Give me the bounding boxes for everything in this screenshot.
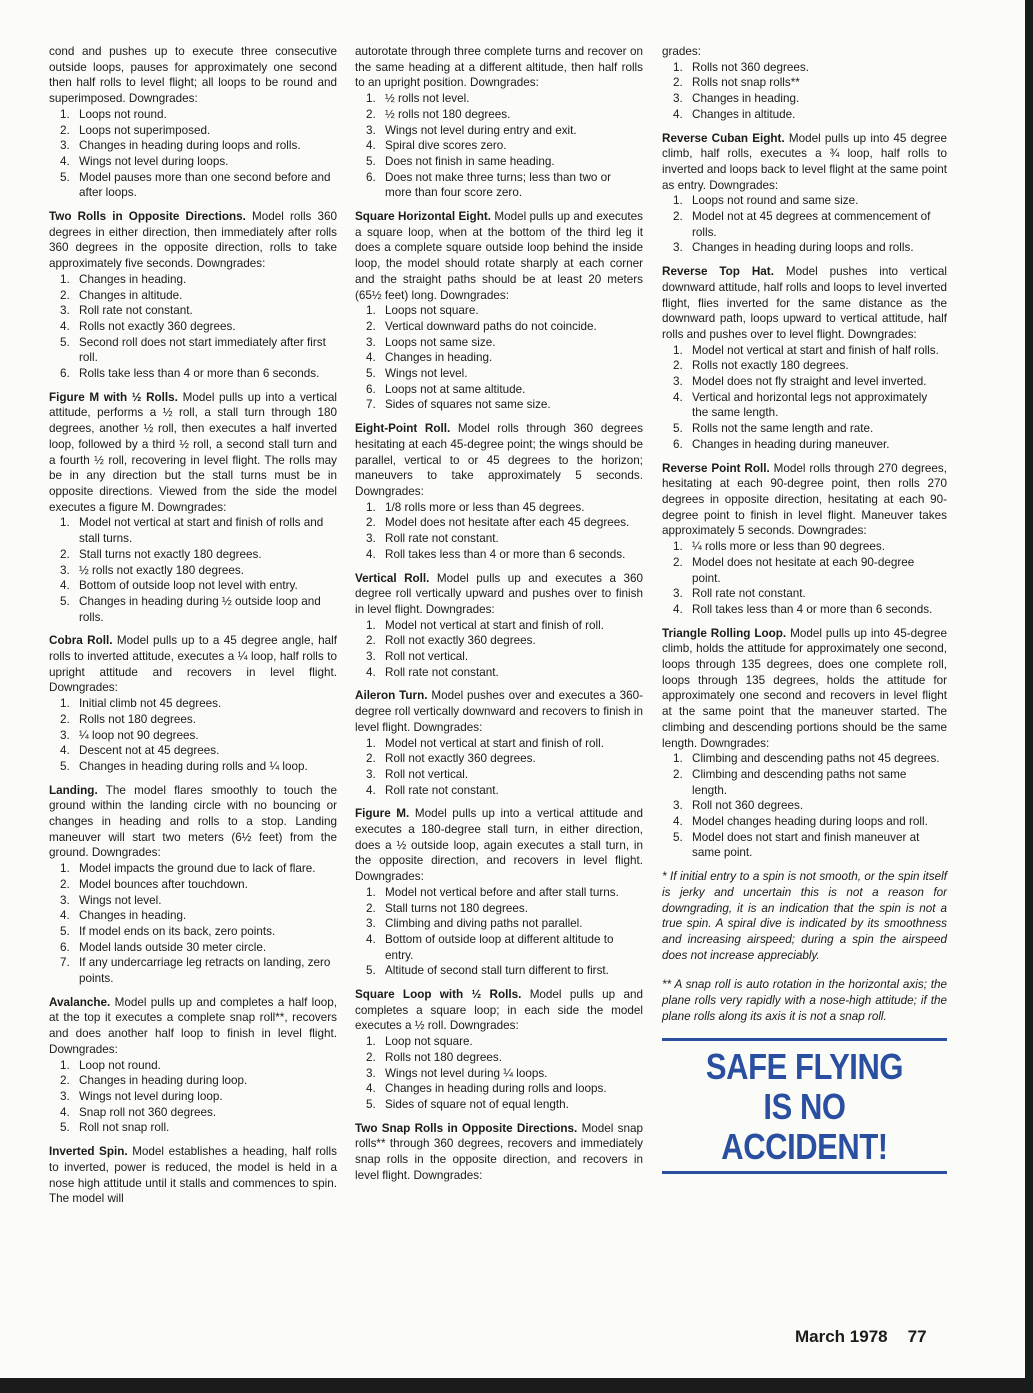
downgrade-text: Wings not level. bbox=[385, 367, 468, 381]
maneuver-title: Square Loop with ½ Rolls. bbox=[355, 988, 522, 1002]
downgrade-text: If any undercarriage leg retracts on landing, zero points. bbox=[79, 956, 331, 986]
maneuver-section bbox=[355, 421, 643, 562]
downgrade-item: 2. Model bounces after touchdown. bbox=[60, 877, 248, 891]
downgrade-item: 4. Rolls not exactly 360 degrees. bbox=[60, 319, 236, 333]
maneuver-title: Aileron Turn. bbox=[355, 689, 428, 703]
maneuver-section bbox=[355, 688, 643, 798]
downgrade-text: Loop not round. bbox=[79, 1058, 161, 1072]
downgrade-list bbox=[662, 60, 947, 123]
downgrade-text: Roll not vertical. bbox=[385, 767, 469, 781]
downgrade-item: 4. Roll rate not constant. bbox=[366, 783, 499, 797]
downgrade-text: Roll not vertical. bbox=[385, 650, 469, 664]
downgrade-item: 5. Roll not snap roll. bbox=[60, 1121, 170, 1135]
downgrade-item: 5. Wings not level. bbox=[366, 367, 468, 381]
maneuver-section bbox=[662, 626, 947, 862]
downgrade-list bbox=[49, 696, 337, 775]
maneuver-text: Model pulls up and completes a square loop; in each side the model executes a ½ roll. Downgrades: bbox=[355, 988, 643, 1033]
maneuver-text: Model pulls up to a 45 degree angle, half rolls to inverted attitude, executes a ¼ loop, half rolls to upright attitude and recovers in level flight. Downgrades: bbox=[49, 634, 337, 695]
maneuver-text: Model rolls through 270 degrees, hesitating at each 90-degree point, then rolls 270 degrees in opposite direction, hesitating at each 90-degree point to finish in level flight. Maneuver takes approximately 5 seconds. Downgrades: bbox=[662, 461, 947, 538]
downgrade-text: Roll rate not constant. bbox=[692, 587, 806, 601]
downgrade-item: 6. Model lands outside 30 meter circle. bbox=[60, 940, 267, 954]
downgrade-list bbox=[355, 618, 643, 681]
downgrade-list bbox=[49, 272, 337, 382]
downgrade-text: Rolls not the same length and rate. bbox=[692, 422, 874, 436]
downgrade-item: 1. Loops not square. bbox=[366, 304, 479, 318]
downgrade-item: 6. Loops not at same altitude. bbox=[366, 382, 526, 396]
downgrade-item: 2. Model does not hesitate at each 90-degree point. bbox=[673, 555, 915, 585]
downgrade-item: 3. Wings not level. bbox=[60, 893, 162, 907]
maneuver-text: Model pulls up into 45 degree climb, half rolls, executes a ¾ loop, half rolls to inverted and loops back to level flight at the same point as entry. Downgrades: bbox=[662, 131, 947, 192]
downgrade-text: Model changes heading during loops and roll. bbox=[692, 815, 928, 829]
downgrade-text: Changes in altitude. bbox=[79, 288, 183, 302]
column-3 bbox=[662, 44, 947, 1174]
downgrade-item: 4. Changes in heading. bbox=[366, 351, 493, 365]
downgrade-text: Model does not hesitate after each 45 degrees. bbox=[385, 516, 630, 530]
downgrade-item: 4. Vertical and horizontal legs not approximately the same length. bbox=[673, 390, 928, 420]
downgrade-item: 4. Changes in altitude. bbox=[673, 107, 796, 121]
downgrade-item: 3. Roll not vertical. bbox=[366, 767, 469, 781]
downgrade-text: Model impacts the ground due to lack of flare. bbox=[79, 862, 316, 876]
maneuver-section bbox=[662, 131, 947, 257]
downgrade-item: 5. Altitude of second stall turn different to first. bbox=[366, 964, 609, 978]
maneuver-title: Figure M. bbox=[355, 807, 410, 821]
maneuver-section bbox=[662, 44, 947, 123]
downgrade-text: Roll not exactly 360 degrees. bbox=[385, 752, 536, 766]
downgrade-item: 2. Rolls not snap rolls** bbox=[673, 76, 800, 90]
maneuver-text: The model flares smoothly to touch the ground within the landing circle with no bouncing or changes in heading and rolls to a stop. Landing maneuver will start two meters (6½ feet) from the ground. Downgrades: bbox=[49, 783, 338, 860]
maneuver-section bbox=[355, 209, 643, 413]
downgrade-text: Rolls not 180 degrees. bbox=[385, 1050, 502, 1064]
maneuver-description bbox=[662, 461, 947, 540]
downgrade-text: Changes in heading during loop. bbox=[79, 1074, 248, 1088]
maneuver-title: Reverse Point Roll. bbox=[662, 461, 770, 475]
continued-text: grades: bbox=[662, 45, 701, 58]
downgrade-item: 2. Roll not exactly 360 degrees. bbox=[366, 634, 536, 648]
downgrade-item: 3. Roll rate not constant. bbox=[366, 532, 499, 546]
downgrade-list bbox=[662, 193, 947, 256]
downgrade-item: 4. Bottom of outside loop not level with entry. bbox=[60, 579, 298, 593]
downgrade-item: 4. Bottom of outside loop at different altitude to entry. bbox=[366, 932, 614, 962]
maneuver-text: Model pulls up and completes a half loop, at the top it executes a complete snap roll**, recovers and does another half loop to finish in level flight. Downgrades: bbox=[49, 995, 338, 1056]
downgrade-text: Rolls not exactly 180 degrees. bbox=[692, 359, 849, 373]
downgrade-item: 2. Roll not exactly 360 degrees. bbox=[366, 752, 536, 766]
maneuver-description bbox=[355, 44, 643, 91]
downgrade-item: 4. Model changes heading during loops and roll. bbox=[673, 815, 928, 829]
downgrade-text: Stall turns not exactly 180 degrees. bbox=[79, 547, 262, 561]
maneuver-title: Two Snap Rolls in Opposite Directions. bbox=[355, 1121, 578, 1135]
maneuver-text: Model pulls up and executes a 360 degree roll vertically upward and pushes over to finish in level flight. Downgrades: bbox=[355, 571, 644, 616]
downgrade-text: Wings not level. bbox=[79, 893, 162, 907]
downgrade-text: Loops not round. bbox=[79, 107, 167, 121]
downgrade-item: 2. Rolls not 180 degrees. bbox=[60, 712, 196, 726]
downgrade-text: Snap roll not 360 degrees. bbox=[79, 1105, 217, 1119]
maneuver-section bbox=[355, 571, 643, 681]
downgrade-item: 3. Model does not fly straight and level inverted. bbox=[673, 375, 927, 389]
downgrade-text: Roll rate not constant. bbox=[385, 783, 499, 797]
downgrade-list bbox=[662, 751, 947, 861]
downgrade-item: 3. Changes in heading. bbox=[673, 92, 800, 106]
downgrade-item: 2. Changes in heading during loop. bbox=[60, 1074, 248, 1088]
maneuver-section bbox=[49, 995, 337, 1136]
maneuver-text: Model snap rolls** through 360 degrees, recovers and immediately snap rolls in the opposite direction, and recovers in level flight. Downgrades: bbox=[355, 1121, 643, 1182]
downgrade-item: 4. Changes in heading during rolls and loops. bbox=[366, 1082, 607, 1096]
issue-date: March 1978 bbox=[795, 1327, 888, 1346]
downgrade-item: 2. ½ rolls not 180 degrees. bbox=[366, 107, 511, 121]
page-number: 77 bbox=[907, 1327, 927, 1346]
banner-line-1: SAFE FLYING bbox=[705, 1046, 904, 1088]
downgrade-text: Model pauses more than one second before and after loops. bbox=[79, 170, 331, 200]
downgrade-list bbox=[355, 500, 643, 563]
maneuver-description bbox=[355, 806, 643, 885]
downgrade-text: Vertical and horizontal legs not approximately the same length. bbox=[692, 390, 928, 420]
maneuver-title: Reverse Cuban Eight. bbox=[662, 131, 785, 145]
downgrade-item: 5. Rolls not the same length and rate. bbox=[673, 422, 874, 436]
downgrade-text: Changes in heading. bbox=[79, 909, 187, 923]
maneuver-description bbox=[49, 783, 337, 862]
downgrade-item: 1. Model not vertical at start and finish of half rolls. bbox=[673, 343, 939, 357]
downgrade-item: 4. Roll rate not constant. bbox=[366, 665, 499, 679]
maneuver-section bbox=[355, 44, 643, 201]
maneuver-title: Square Horizontal Eight. bbox=[355, 210, 491, 224]
downgrade-item: 3. Wings not level during loop. bbox=[60, 1090, 223, 1103]
downgrade-text: Wings not level during loops. bbox=[79, 154, 229, 168]
downgrade-item: 5. If model ends on its back, zero points. bbox=[60, 924, 276, 938]
downgrade-item: 1. Initial climb not 45 degrees. bbox=[60, 697, 222, 711]
downgrade-item: 1. Model not vertical at start and finish of roll. bbox=[366, 618, 604, 632]
maneuver-description bbox=[662, 626, 947, 752]
downgrade-text: Rolls not 360 degrees. bbox=[692, 60, 809, 74]
downgrade-list bbox=[355, 885, 643, 979]
downgrade-text: Bottom of outside loop at different altitude to entry. bbox=[385, 932, 614, 962]
downgrade-item: 3. Wings not level during entry and exit. bbox=[366, 123, 577, 137]
banner-line-2: IS NO ACCIDENT! bbox=[721, 1086, 888, 1168]
downgrade-text: Model does not hesitate at each 90-degree point. bbox=[692, 555, 915, 585]
footnote-spin: * If initial entry to a spin is not smooth, or the spin itself is jerky and uncertain this is not a reason for downgrading, it is an indication that the spin is not a true spin. A spiral dive is indicated by its smoothness and increasing airspeed; during a spin the airspeed does not increase appreciably. bbox=[662, 870, 947, 962]
downgrade-text: Wings not level during loop. bbox=[79, 1090, 223, 1103]
downgrade-list bbox=[662, 343, 947, 453]
downgrade-text: Changes in heading during rolls and ¼ loop. bbox=[79, 759, 308, 773]
downgrade-item: 2. Vertical downward paths do not coincide. bbox=[366, 319, 597, 333]
footnote-snap-roll: ** A snap roll is auto rotation in the horizontal axis; the plane rolls very rapidly with a nose-high attitude; if the plane rolls along its axis it is not a snap roll. bbox=[662, 978, 947, 1023]
downgrade-item: 6. Rolls take less than 4 or more than 6 seconds. bbox=[60, 367, 320, 381]
downgrade-item: 7. If any undercarriage leg retracts on landing, zero points. bbox=[60, 956, 331, 986]
downgrade-text: ½ rolls not exactly 180 degrees. bbox=[79, 563, 245, 577]
downgrade-item: 4. Spiral dive scores zero. bbox=[366, 139, 507, 153]
downgrade-item: 6. Changes in heading during maneuver. bbox=[673, 437, 890, 451]
downgrade-item: 1. ½ rolls not level. bbox=[366, 92, 470, 106]
downgrade-item: 2. Changes in altitude. bbox=[60, 288, 183, 302]
downgrade-item: 1. 1/8 rolls more or less than 45 degrees. bbox=[366, 500, 585, 514]
downgrade-text: Changes in altitude. bbox=[692, 107, 796, 121]
downgrade-item: 1. Model impacts the ground due to lack of flare. bbox=[60, 862, 316, 876]
downgrade-item: 3. Wings not level during ¼ loops. bbox=[366, 1066, 548, 1080]
downgrade-item: 3. Roll rate not constant. bbox=[673, 587, 806, 601]
downgrade-item: 3. Changes in heading during loops and rolls. bbox=[60, 139, 301, 153]
downgrade-item: 1. Loops not round. bbox=[60, 107, 167, 121]
downgrade-text: Second roll does not start immediately after first roll. bbox=[79, 335, 326, 365]
maneuver-section bbox=[662, 264, 947, 452]
maneuver-description bbox=[662, 131, 947, 194]
downgrade-item: 6. Does not make three turns; less than two or more than four score zero. bbox=[366, 170, 612, 200]
downgrade-item: 2. Rolls not 180 degrees. bbox=[366, 1050, 502, 1064]
downgrade-text: Loops not same size. bbox=[385, 335, 496, 349]
downgrade-item: 1. Rolls not 360 degrees. bbox=[673, 60, 809, 74]
downgrade-text: Descent not at 45 degrees. bbox=[79, 744, 220, 758]
downgrade-text: Roll takes less than 4 or more than 6 seconds. bbox=[692, 602, 933, 616]
downgrade-item: 1. Loop not square. bbox=[366, 1035, 473, 1049]
maneuver-description bbox=[49, 390, 337, 516]
maneuver-description bbox=[49, 1144, 337, 1207]
maneuver-section bbox=[355, 987, 643, 1113]
downgrade-item: 4. Roll takes less than 4 or more than 6 seconds. bbox=[673, 602, 933, 616]
maneuver-section bbox=[49, 390, 337, 626]
downgrade-item: 2. Climbing and descending paths not same length. bbox=[673, 767, 907, 797]
downgrade-text: Model does not fly straight and level inverted. bbox=[692, 375, 927, 389]
downgrade-item: 3. Roll rate not constant. bbox=[60, 304, 193, 318]
downgrade-item: 3. Roll not vertical. bbox=[366, 650, 469, 664]
downgrade-item: 2. Model does not hesitate after each 45 degrees. bbox=[366, 516, 630, 530]
maneuver-description bbox=[49, 995, 337, 1058]
downgrade-item: 1. Loop not round. bbox=[60, 1058, 161, 1072]
downgrade-item: 2. Stall turns not 180 degrees. bbox=[366, 901, 528, 915]
downgrade-text: Roll takes less than 4 or more than 6 seconds. bbox=[385, 547, 626, 561]
maneuver-title: Two Rolls in Opposite Directions. bbox=[49, 210, 246, 224]
downgrade-text: Sides of square not of equal length. bbox=[385, 1098, 569, 1111]
maneuver-text: Model rolls 360 degrees in either direction, then immediately after rolls 360 degrees in the opposite direction, rolls to take approximately five seconds. Downgrades: bbox=[49, 210, 337, 271]
downgrade-text: Loops not round and same size. bbox=[692, 194, 859, 208]
downgrade-list bbox=[355, 1034, 643, 1113]
downgrade-item: 5. Second roll does not start immediately after first roll. bbox=[60, 335, 326, 365]
maneuver-description bbox=[49, 633, 337, 696]
downgrade-text: Model not vertical at start and finish of half rolls. bbox=[692, 343, 939, 357]
downgrade-text: Does not finish in same heading. bbox=[385, 154, 555, 168]
downgrade-text: Climbing and descending paths not same length. bbox=[692, 767, 907, 797]
maneuver-title: Reverse Top Hat. bbox=[662, 265, 774, 279]
downgrade-text: Roll rate not constant. bbox=[79, 304, 193, 318]
downgrade-text: Bottom of outside loop not level with entry. bbox=[79, 579, 298, 593]
maneuver-description bbox=[662, 264, 947, 343]
downgrade-text: Climbing and descending paths not 45 degrees. bbox=[692, 752, 940, 766]
maneuver-description bbox=[355, 421, 643, 500]
downgrade-text: Model not vertical at start and finish of rolls and stall turns. bbox=[79, 516, 324, 546]
maneuver-text: Model pushes over and executes a 360-degree roll vertically downward and recovers to finish in level flight. Downgrades: bbox=[355, 689, 643, 734]
downgrade-text: Model lands outside 30 meter circle. bbox=[79, 940, 267, 954]
downgrade-text: Stall turns not 180 degrees. bbox=[385, 901, 528, 915]
downgrade-text: Changes in heading during maneuver. bbox=[692, 437, 890, 451]
downgrade-text: Climbing and diving paths not parallel. bbox=[385, 917, 583, 931]
maneuver-text: Model pulls up and executes a square loop, when at the bottom of the third leg it does a complete square outside loop behind the inside loop, the model should rotate sharply at each corner and the straight paths should be at least 20 meters (65½ feet) long. Downgrades: bbox=[355, 210, 643, 302]
downgrade-item: 7. Sides of squares not same size. bbox=[366, 398, 551, 412]
downgrade-item: 5. Sides of square not of equal length. bbox=[366, 1098, 569, 1111]
downgrade-text: Sides of squares not same size. bbox=[385, 398, 551, 412]
maneuver-text: Model pulls up into a vertical attitude and executes a 180-degree stall turn, in either direction, does a ½ outside loop, again executes a stall turn, in the opposite direction, and recovers in level flight. Downgrades: bbox=[355, 807, 643, 884]
maneuver-title: Eight-Point Roll. bbox=[355, 422, 451, 436]
downgrade-text: Model not vertical at start and finish of roll. bbox=[385, 736, 604, 750]
downgrade-text: Changes in heading during rolls and loops. bbox=[385, 1082, 607, 1096]
maneuver-title: Triangle Rolling Loop. bbox=[662, 626, 787, 640]
maneuver-text: cond and pushes up to execute three consecutive outside loops, pauses for approximately one second then half rolls to level flight; all loops to be round and superimposed. Downgrades: bbox=[49, 45, 337, 106]
downgrade-text: Changes in heading. bbox=[692, 92, 800, 106]
page-footer bbox=[795, 1327, 927, 1347]
downgrade-text: Model bounces after touchdown. bbox=[79, 877, 248, 891]
downgrade-text: Spiral dive scores zero. bbox=[385, 139, 507, 153]
downgrade-text: Loop not square. bbox=[385, 1035, 473, 1049]
maneuver-section bbox=[49, 633, 337, 774]
downgrade-item: 1. Model not vertical at start and finish of rolls and stall turns. bbox=[60, 516, 324, 546]
maneuver-section bbox=[662, 461, 947, 618]
downgrade-item: 1. Model not vertical before and after stall turns. bbox=[366, 885, 619, 899]
downgrade-item: 4. Roll takes less than 4 or more than 6 seconds. bbox=[366, 547, 626, 561]
downgrade-item: 3. Climbing and diving paths not parallel. bbox=[366, 917, 583, 931]
downgrade-text: ½ rolls not level. bbox=[385, 92, 470, 106]
maneuver-title: Figure M with ½ Rolls. bbox=[49, 390, 178, 404]
downgrade-text: Roll rate not constant. bbox=[385, 532, 499, 546]
maneuver-title: Inverted Spin. bbox=[49, 1145, 128, 1159]
maneuver-description bbox=[662, 44, 947, 60]
downgrade-item: 5. Does not finish in same heading. bbox=[366, 154, 555, 168]
maneuver-section bbox=[49, 1144, 337, 1207]
downgrade-text: Changes in heading. bbox=[385, 351, 493, 365]
column-2 bbox=[355, 44, 643, 1192]
downgrade-text: Model not vertical at start and finish of roll. bbox=[385, 618, 604, 632]
maneuver-description bbox=[355, 209, 643, 303]
maneuver-description bbox=[355, 1121, 643, 1184]
downgrade-item: 3. Loops not same size. bbox=[366, 335, 496, 349]
downgrade-list bbox=[49, 107, 337, 201]
maneuver-description bbox=[49, 209, 337, 272]
downgrade-text: Loops not square. bbox=[385, 304, 479, 318]
downgrade-text: ¼ rolls more or less than 90 degrees. bbox=[692, 540, 885, 554]
downgrade-item: 2. Loops not superimposed. bbox=[60, 123, 211, 137]
downgrade-item: 2. Stall turns not exactly 180 degrees. bbox=[60, 547, 262, 561]
downgrade-list bbox=[49, 1058, 337, 1137]
maneuver-section bbox=[49, 209, 337, 382]
downgrade-text: Altitude of second stall turn different to first. bbox=[385, 964, 609, 978]
downgrade-item: 4. Descent not at 45 degrees. bbox=[60, 744, 220, 758]
maneuver-section bbox=[49, 783, 337, 987]
downgrade-item: 4. Snap roll not 360 degrees. bbox=[60, 1105, 217, 1119]
downgrade-text: ½ rolls not 180 degrees. bbox=[385, 107, 511, 121]
downgrade-item: 3. Changes in heading during loops and rolls. bbox=[673, 241, 914, 255]
downgrade-text: Does not make three turns; less than two or more than four score zero. bbox=[385, 170, 612, 200]
downgrade-list bbox=[355, 91, 643, 201]
downgrade-text: Vertical downward paths do not coincide. bbox=[385, 319, 597, 333]
downgrade-text: Rolls not exactly 360 degrees. bbox=[79, 319, 236, 333]
downgrade-item: 1. Model not vertical at start and finish of roll. bbox=[366, 736, 604, 750]
downgrade-item: 1. Changes in heading. bbox=[60, 272, 187, 286]
maneuver-text: Model pulls up into 45-degree climb, holds the attitude for approximately one second, loops through 135 degrees, does one complete roll, loops through 135 degrees, holds the attitude for approximately one second and recovers in level flight at the same point that the maneuver started. The climbing and descending portions should be the same length. Downgrades: bbox=[662, 626, 947, 750]
maneuver-text: Model pushes into vertical downward attitude, half rolls and loops to level inverted flight, flies inverted for the same distance as the downward path, loops upward to vertical attitude, half rolls and pushes over to level flight. Downgrades: bbox=[662, 265, 947, 341]
maneuver-description bbox=[355, 688, 643, 735]
maneuver-text: autorotate through three complete turns and recover on the same heading at a different altitude, then half rolls to an upright position. Downgrades: bbox=[355, 45, 643, 90]
maneuver-text: Model establishes a heading, half rolls to inverted, power is reduced, the model is held in a nose high attitude until it stalls and commences to spin. The model will bbox=[49, 1145, 337, 1206]
downgrade-text: Changes in heading. bbox=[79, 272, 187, 286]
maneuver-description bbox=[355, 571, 643, 618]
downgrade-text: If model ends on its back, zero points. bbox=[79, 924, 276, 938]
downgrade-text: Roll rate not constant. bbox=[385, 665, 499, 679]
maneuver-title: Vertical Roll. bbox=[355, 571, 430, 585]
downgrade-text: Loops not superimposed. bbox=[79, 123, 211, 137]
downgrade-text: Roll not snap roll. bbox=[79, 1121, 170, 1135]
downgrade-item: 4. Wings not level during loops. bbox=[60, 154, 229, 168]
downgrade-item: 2. Rolls not exactly 180 degrees. bbox=[673, 359, 849, 373]
maneuver-description bbox=[355, 987, 643, 1034]
downgrade-list bbox=[355, 736, 643, 799]
maneuver-description bbox=[49, 44, 337, 107]
downgrade-text: Rolls not snap rolls** bbox=[692, 76, 800, 90]
maneuver-section bbox=[49, 44, 337, 201]
maneuver-section bbox=[355, 806, 643, 979]
maneuver-section bbox=[355, 1121, 643, 1184]
downgrade-text: Wings not level during ¼ loops. bbox=[385, 1066, 548, 1080]
downgrade-item: 5. Changes in heading during ½ outside loop and rolls. bbox=[60, 594, 321, 624]
downgrade-list bbox=[662, 539, 947, 618]
downgrade-list bbox=[49, 515, 337, 625]
safety-banner bbox=[662, 1038, 947, 1174]
downgrade-text: Changes in heading during ½ outside loop and rolls. bbox=[79, 594, 321, 624]
downgrade-text: Changes in heading during loops and rolls. bbox=[79, 139, 301, 153]
maneuver-title: Cobra Roll. bbox=[49, 634, 113, 648]
downgrade-item: 1. Climbing and descending paths not 45 degrees. bbox=[673, 752, 940, 766]
downgrade-item: 1. ¼ rolls more or less than 90 degrees. bbox=[673, 540, 885, 554]
downgrade-text: Initial climb not 45 degrees. bbox=[79, 697, 222, 711]
downgrade-list bbox=[49, 861, 337, 987]
downgrade-list bbox=[355, 303, 643, 413]
downgrade-item: 4. Changes in heading. bbox=[60, 909, 187, 923]
downgrade-text: ¼ loop not 90 degrees. bbox=[79, 728, 199, 742]
maneuver-text: Model rolls through 360 degrees hesitating at each 45-degree point; the wings should be parallel, vertical to or 45 degrees to the horizon; maneuvers to take approximately 5 seconds. Downgrades: bbox=[355, 422, 643, 498]
downgrade-text: Changes in heading during loops and rolls. bbox=[692, 241, 914, 255]
downgrade-text: Rolls not 180 degrees. bbox=[79, 712, 196, 726]
downgrade-item: 3. Roll not 360 degrees. bbox=[673, 799, 804, 813]
maneuver-title: Avalanche. bbox=[49, 995, 111, 1009]
downgrade-item: 3. ¼ loop not 90 degrees. bbox=[60, 728, 199, 742]
downgrade-text: Rolls take less than 4 or more than 6 seconds. bbox=[79, 367, 320, 381]
downgrade-text: Model not at 45 degrees at commencement of rolls. bbox=[692, 210, 931, 239]
maneuver-title: Landing. bbox=[49, 783, 98, 797]
downgrade-item: 5. Model pauses more than one second before and after loops. bbox=[60, 170, 331, 200]
downgrade-text: Model does not start and finish maneuver at same point. bbox=[692, 830, 920, 860]
downgrade-text: Loops not at same altitude. bbox=[385, 382, 526, 396]
column-3-sections bbox=[662, 44, 947, 861]
downgrade-text: 1/8 rolls more or less than 45 degrees. bbox=[385, 500, 585, 514]
downgrade-item: 1. Loops not round and same size. bbox=[673, 194, 859, 208]
column-1 bbox=[49, 44, 337, 1215]
maneuver-text: Model pulls up into a vertical attitude, performs a ½ roll, a stall turn through 180 degrees, another ½ roll, then executes a half inverted loop, followed by a third ½ roll, a second stall turn and a fourth ½ roll, recovering in level flight. The rolls may be in any direction but the stall turns must be in opposite directions. Viewed from the side the model executes a figure M. Downgrades: bbox=[49, 390, 337, 514]
downgrade-item: 5. Model does not start and finish maneuver at same point. bbox=[673, 830, 920, 860]
downgrade-item: 3. ½ rolls not exactly 180 degrees. bbox=[60, 563, 245, 577]
downgrade-text: Wings not level during entry and exit. bbox=[385, 123, 577, 137]
downgrade-text: Roll not 360 degrees. bbox=[692, 799, 804, 813]
downgrade-text: Roll not exactly 360 degrees. bbox=[385, 634, 536, 648]
downgrade-text: Model not vertical before and after stall turns. bbox=[385, 885, 619, 899]
downgrade-item: 2. Model not at 45 degrees at commencement of rolls. bbox=[673, 210, 931, 239]
downgrade-item: 5. Changes in heading during rolls and ¼ loop. bbox=[60, 759, 308, 773]
